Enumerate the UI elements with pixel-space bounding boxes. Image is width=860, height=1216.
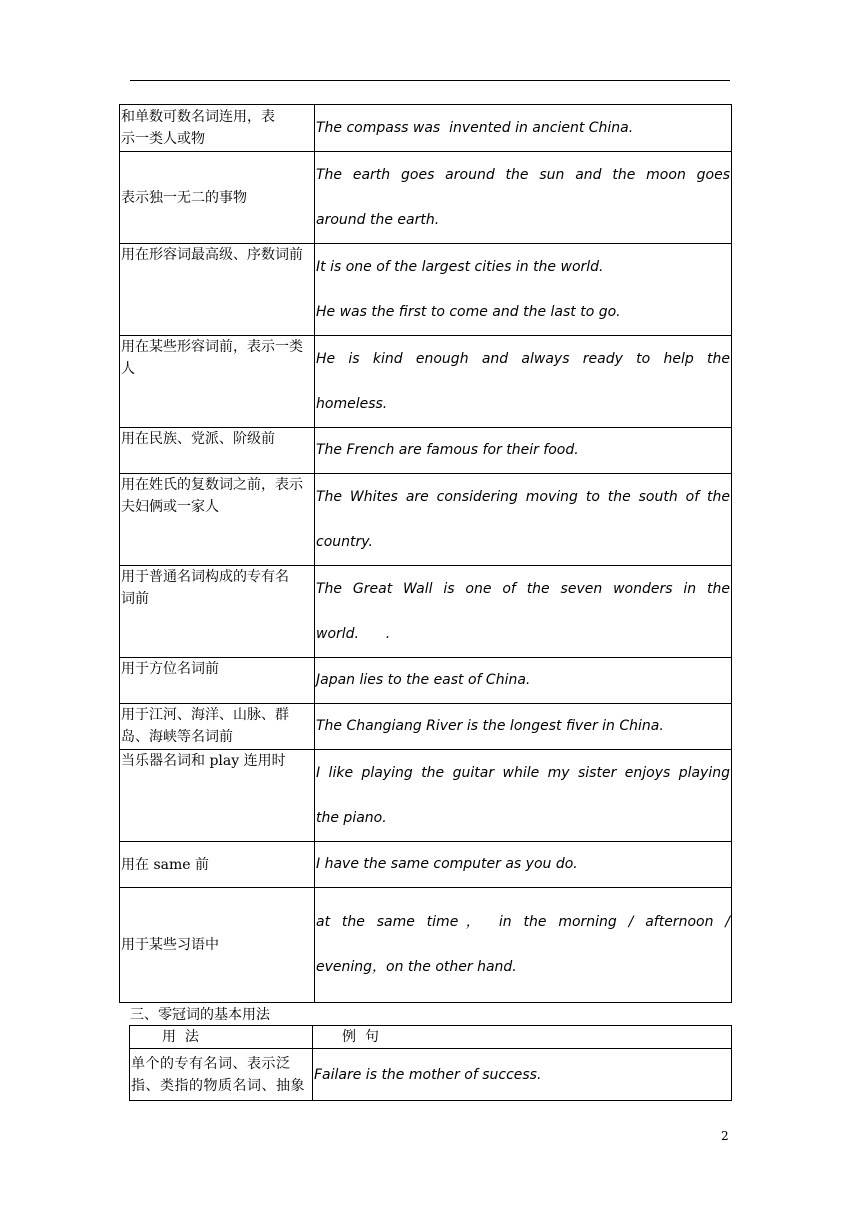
example-line: around the earth. (316, 211, 440, 228)
usage-line: 人 (121, 361, 135, 377)
example-line: The earth goes around the sun and the moon goes (316, 166, 730, 183)
usage-cell (120, 658, 315, 704)
table-row (130, 1049, 732, 1101)
usage-cell (120, 888, 315, 1003)
usage-cell (120, 244, 315, 336)
usage-cell (120, 105, 315, 152)
page-number: 2 (721, 1129, 729, 1143)
example-cell (315, 750, 732, 842)
example-cell (315, 566, 732, 658)
definite-article-usage-table (119, 104, 732, 1003)
usage-cell (120, 474, 315, 566)
usage-line: 和单数可数名词连用，表 (121, 109, 275, 125)
example-cell: Failare is the mother of success. (313, 1049, 732, 1101)
table-header-row (130, 1026, 732, 1049)
table-row (120, 152, 732, 244)
example-line: The Changiang River is the longest fiver in China. (316, 718, 664, 734)
usage-line: 用于方位名词前 (121, 661, 219, 677)
table-row (120, 105, 732, 152)
example-cell (315, 888, 732, 1003)
usage-line: 单个的专有名词、表示泛 (131, 1055, 291, 1072)
usage-line: 用在民族、党派、阶级前 (121, 431, 275, 447)
usage-cell (120, 750, 315, 842)
example-line: The compass was invented in ancient China. (316, 119, 634, 136)
usage-cell (120, 566, 315, 658)
example-cell (315, 152, 732, 244)
example-line: world. . (316, 625, 391, 642)
example-line: Japan lies to the east of China. (316, 672, 531, 688)
example-line: The Great Wall is one of the seven wonders in the (316, 580, 730, 597)
zero-article-usage-table (129, 1025, 732, 1101)
usage-cell (120, 428, 315, 474)
example-cell (315, 658, 732, 704)
example-line: It is one of the largest cities in the world. (316, 258, 604, 275)
example-cell (315, 842, 732, 888)
example-cell (315, 336, 732, 428)
example-line: the piano. (316, 809, 387, 826)
usage-line: 示一类人或物 (121, 131, 205, 147)
usage-line: 用在某些形容词前，表示一类 (121, 339, 303, 355)
usage-line: 用于江河、海洋、山脉、群 (121, 707, 289, 723)
example-line: homeless. (316, 395, 388, 412)
example-line: The French are famous for their food. (316, 442, 579, 458)
example-line: He is kind enough and always ready to help the (316, 350, 730, 367)
usage-line: 用于普通名词构成的专有名 (121, 569, 289, 585)
example-line: at the same time， in the morning / afternoon / (316, 914, 730, 930)
table-row (120, 336, 732, 428)
table-row (120, 750, 732, 842)
example-cell (315, 704, 732, 750)
table-row (120, 428, 732, 474)
example-line: The Whites are considering moving to the south of the (316, 488, 730, 505)
usage-line: 用在姓氏的复数词之前，表示 (121, 477, 303, 493)
usage-line: 当乐器名词和 play 连用时 (121, 753, 286, 769)
usage-cell (120, 842, 315, 888)
table-row (120, 888, 732, 1003)
example-line: I have the same computer as you do. (316, 856, 578, 872)
table-row (120, 658, 732, 704)
example-cell (315, 474, 732, 566)
table-row (120, 704, 732, 750)
header-example: 例 句 (313, 1026, 732, 1049)
example-line: evening，on the other hand. (316, 959, 517, 975)
usage-line: 用于某些习语中 (121, 937, 219, 953)
table-row (120, 474, 732, 566)
example-line: I like playing the guitar while my sister enjoys playing (316, 764, 730, 781)
usage-cell (120, 336, 315, 428)
usage-cell (120, 704, 315, 750)
example-cell (315, 105, 732, 152)
header-rule (130, 80, 730, 81)
usage-line: 岛、海峡等名词前 (121, 729, 233, 745)
header-usage: 用 法 (130, 1026, 313, 1049)
usage-cell (120, 152, 315, 244)
example-line: He was the first to come and the last to go. (316, 303, 621, 320)
table-row (120, 244, 732, 336)
usage-line: 夫妇俩或一家人 (121, 499, 219, 515)
example-line: country. (316, 533, 373, 550)
table-body (120, 105, 732, 1003)
table-row (120, 842, 732, 888)
usage-cell (130, 1049, 313, 1101)
example-cell (315, 428, 732, 474)
example-cell (315, 244, 732, 336)
section-heading: 三、零冠词的基本用法 (130, 1007, 270, 1023)
usage-line: 用在 same 前 (121, 856, 209, 873)
usage-line: 词前 (121, 591, 149, 607)
table-row (120, 566, 732, 658)
usage-line: 指、类指的物质名词、抽象 (131, 1077, 305, 1094)
usage-line: 表示独一无二的事物 (121, 189, 247, 206)
usage-line: 用在形容词最高级、序数词前 (121, 247, 303, 263)
